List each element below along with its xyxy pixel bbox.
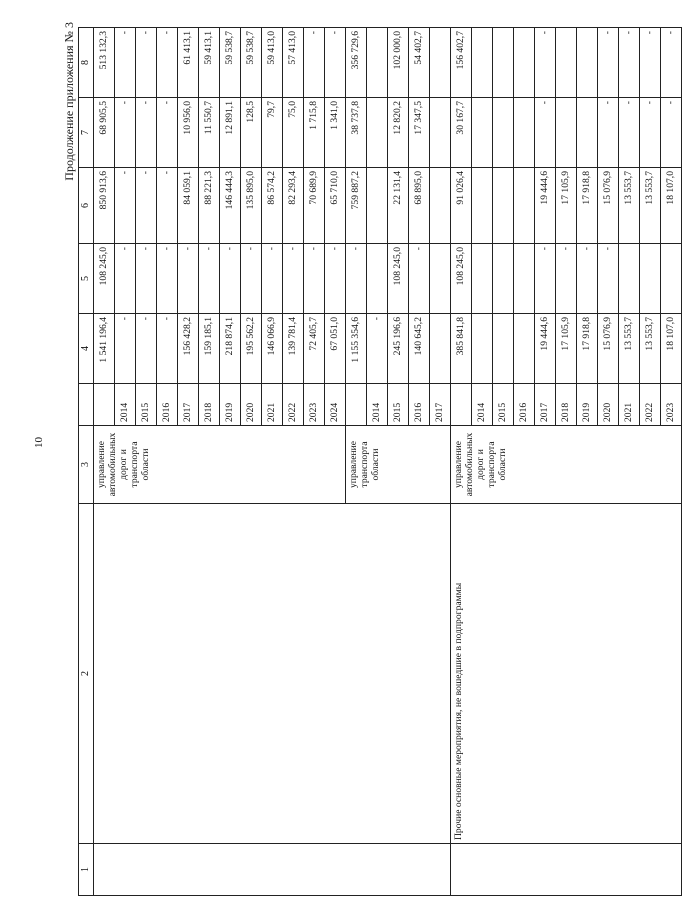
cell-value: [472, 28, 493, 98]
cell-value: 11 550,7: [199, 98, 220, 168]
cell-value: -: [598, 28, 619, 98]
cell-value: 68 905,5: [94, 98, 115, 168]
cell-year: 2020: [241, 384, 262, 426]
cell-value: 12 891,1: [220, 98, 241, 168]
cell-value: 385 841,8: [451, 314, 472, 384]
cell-value: [367, 28, 388, 98]
cell-value: 18 107,0: [661, 168, 682, 244]
cell-value: 146 444,3: [220, 168, 241, 244]
cell-value: 10 956,0: [178, 98, 199, 168]
cell-value: 17 347,5: [409, 98, 430, 168]
appendix-title: Продолжение приложения № 3: [62, 22, 76, 181]
cell-value: [472, 314, 493, 384]
cell-value: 1 341,0: [325, 98, 346, 168]
cell-year: 2017: [178, 384, 199, 426]
column-header: 3: [79, 426, 94, 504]
cell-value: -: [136, 314, 157, 384]
cell-value: [493, 168, 514, 244]
cell-value: 102 000,0: [388, 28, 409, 98]
cell-year: 2023: [304, 384, 325, 426]
cell-year: 2022: [640, 384, 661, 426]
cell-value: -: [619, 28, 640, 98]
cell-year: 2015: [493, 384, 514, 426]
cell-value: 1 715,8: [304, 98, 325, 168]
cell-year: 2020: [598, 384, 619, 426]
cell-value: 86 574,2: [262, 168, 283, 244]
cell-value: 195 562,2: [241, 314, 262, 384]
cell-value: -: [640, 28, 661, 98]
table-row: [451, 28, 472, 896]
column-header: 8: [79, 28, 94, 98]
cell-value: [430, 98, 451, 168]
cell-value: 759 887,2: [346, 168, 367, 244]
cell-value: [430, 168, 451, 244]
cell-value: -: [262, 244, 283, 314]
cell-value: -: [136, 244, 157, 314]
cell-year: 2014: [367, 384, 388, 426]
cell-value: -: [157, 244, 178, 314]
cell-value: 19 444,6: [535, 314, 556, 384]
cell-value: 850 913,6: [94, 168, 115, 244]
cell-year: 2014: [472, 384, 493, 426]
cell-value: -: [136, 98, 157, 168]
cell-value: 17 918,8: [577, 168, 598, 244]
cell-value: -: [535, 98, 556, 168]
cell-value: [556, 98, 577, 168]
cell-value: 245 196,6: [388, 314, 409, 384]
column-header-row: [79, 28, 94, 896]
cell-value: 135 895,0: [241, 168, 262, 244]
cell-value: [619, 244, 640, 314]
cell-year: 2015: [136, 384, 157, 426]
cell-value: [472, 244, 493, 314]
cell-value: -: [136, 168, 157, 244]
cell-value: -: [115, 28, 136, 98]
cell-value: -: [556, 244, 577, 314]
cell-number: [451, 844, 682, 896]
column-header: [79, 384, 94, 426]
cell-value: 65 710,0: [325, 168, 346, 244]
cell-year: 2016: [514, 384, 535, 426]
cell-value: -: [598, 98, 619, 168]
cell-value: 59 413,0: [262, 28, 283, 98]
page-number: 10: [33, 437, 45, 448]
cell-value: 13 553,7: [640, 168, 661, 244]
cell-value: [514, 168, 535, 244]
cell-value: -: [157, 28, 178, 98]
cell-value: -: [157, 168, 178, 244]
cell-value: [640, 244, 661, 314]
cell-value: 12 820,2: [388, 98, 409, 168]
cell-year: 2023: [661, 384, 682, 426]
cell-value: 19 444,6: [535, 168, 556, 244]
cell-value: -: [325, 244, 346, 314]
cell-value: 59 538,7: [220, 28, 241, 98]
cell-year: 2015: [388, 384, 409, 426]
cell-value: 91 026,4: [451, 168, 472, 244]
cell-value: 59 413,1: [199, 28, 220, 98]
cell-year: 2019: [577, 384, 598, 426]
cell-value: -: [535, 244, 556, 314]
cell-value: 356 729,6: [346, 28, 367, 98]
cell-year: [346, 384, 367, 426]
cell-value: [367, 168, 388, 244]
cell-value: 75,0: [283, 98, 304, 168]
cell-value: [430, 28, 451, 98]
cell-value: -: [115, 98, 136, 168]
cell-value: 15 076,9: [598, 314, 619, 384]
cell-value: 159 185,1: [199, 314, 220, 384]
cell-value: 139 781,4: [283, 314, 304, 384]
cell-year: 2022: [283, 384, 304, 426]
cell-value: [493, 28, 514, 98]
financing-table: [78, 27, 682, 896]
cell-value: [430, 244, 451, 314]
cell-value: -: [409, 244, 430, 314]
cell-value: -: [661, 28, 682, 98]
cell-year: [94, 384, 115, 426]
cell-value: -: [325, 28, 346, 98]
cell-value: [661, 244, 682, 314]
cell-value: [514, 98, 535, 168]
cell-value: 17 105,9: [556, 314, 577, 384]
cell-value: -: [535, 28, 556, 98]
cell-value: 1 155 354,6: [346, 314, 367, 384]
cell-value: 13 553,7: [640, 314, 661, 384]
cell-year: 2021: [619, 384, 640, 426]
cell-value: 17 918,8: [577, 314, 598, 384]
cell-value: -: [115, 168, 136, 244]
cell-value: 70 689,9: [304, 168, 325, 244]
cell-value: [556, 28, 577, 98]
cell-value: -: [619, 98, 640, 168]
cell-value: 1 541 196,4: [94, 314, 115, 384]
table-row: [94, 28, 115, 896]
cell-value: 108 245,0: [94, 244, 115, 314]
cell-value: [493, 314, 514, 384]
cell-value: 108 245,0: [451, 244, 472, 314]
column-header: 6: [79, 168, 94, 244]
cell-value: -: [661, 98, 682, 168]
cell-value: -: [220, 244, 241, 314]
cell-value: -: [598, 244, 619, 314]
cell-year: 2017: [430, 384, 451, 426]
cell-executor: управление автомобильных дорог и транспорта области: [94, 426, 346, 504]
cell-year: 2016: [157, 384, 178, 426]
cell-value: 84 059,1: [178, 168, 199, 244]
column-header: 2: [79, 504, 94, 844]
column-header: 1: [79, 844, 94, 896]
cell-value: 67 051,0: [325, 314, 346, 384]
cell-value: 13 553,7: [619, 314, 640, 384]
cell-value: 156 402,7: [451, 28, 472, 98]
cell-value: 18 107,0: [661, 314, 682, 384]
cell-value: 79,7: [262, 98, 283, 168]
cell-value: 57 413,0: [283, 28, 304, 98]
cell-value: -: [241, 244, 262, 314]
cell-executor: управление автомобильных дорог и транспорта области: [451, 426, 682, 504]
cell-measure: Прочие основные мероприятия, не вошедшие в подпрограммы: [451, 504, 682, 844]
cell-value: -: [199, 244, 220, 314]
cell-year: 2021: [262, 384, 283, 426]
cell-value: 108 245,0: [388, 244, 409, 314]
cell-value: 218 874,1: [220, 314, 241, 384]
cell-value: -: [115, 314, 136, 384]
cell-value: -: [283, 244, 304, 314]
cell-value: 156 428,2: [178, 314, 199, 384]
cell-value: 38 737,8: [346, 98, 367, 168]
cell-value: 146 066,9: [262, 314, 283, 384]
cell-value: [577, 98, 598, 168]
cell-value: -: [157, 314, 178, 384]
cell-value: 513 132,3: [94, 28, 115, 98]
cell-value: -: [640, 98, 661, 168]
cell-executor: управление транспорта области: [346, 426, 451, 504]
cell-year: 2017: [535, 384, 556, 426]
cell-value: 59 538,7: [241, 28, 262, 98]
cell-value: [472, 98, 493, 168]
cell-value: [514, 28, 535, 98]
cell-year: 2016: [409, 384, 430, 426]
cell-number: [94, 844, 451, 896]
cell-value: -: [367, 314, 388, 384]
cell-value: 54 402,7: [409, 28, 430, 98]
cell-value: -: [178, 244, 199, 314]
cell-value: 22 131,4: [388, 168, 409, 244]
cell-value: 68 895,0: [409, 168, 430, 244]
cell-value: -: [157, 98, 178, 168]
cell-year: 2018: [199, 384, 220, 426]
cell-measure: [94, 504, 451, 844]
cell-value: 13 553,7: [619, 168, 640, 244]
cell-year: 2014: [115, 384, 136, 426]
cell-value: 61 413,1: [178, 28, 199, 98]
cell-year: 2019: [220, 384, 241, 426]
rotated-sheet: [62, 16, 676, 896]
cell-value: [367, 98, 388, 168]
column-header: 7: [79, 98, 94, 168]
cell-value: 128,5: [241, 98, 262, 168]
cell-value: -: [346, 244, 367, 314]
cell-value: 88 221,3: [199, 168, 220, 244]
cell-value: -: [115, 244, 136, 314]
column-header: 4: [79, 314, 94, 384]
cell-value: [472, 168, 493, 244]
cell-value: -: [304, 244, 325, 314]
cell-year: 2018: [556, 384, 577, 426]
column-header: 5: [79, 244, 94, 314]
cell-value: 17 105,9: [556, 168, 577, 244]
cell-value: [367, 244, 388, 314]
cell-value: -: [304, 28, 325, 98]
cell-value: [493, 244, 514, 314]
cell-value: -: [136, 28, 157, 98]
cell-value: [577, 28, 598, 98]
cell-year: [451, 384, 472, 426]
cell-value: [514, 244, 535, 314]
cell-value: 15 076,9: [598, 168, 619, 244]
cell-value: 140 645,2: [409, 314, 430, 384]
cell-value: 30 167,7: [451, 98, 472, 168]
cell-value: 82 293,4: [283, 168, 304, 244]
cell-value: [430, 314, 451, 384]
cell-value: -: [577, 244, 598, 314]
cell-value: [514, 314, 535, 384]
cell-value: [493, 98, 514, 168]
cell-value: 72 405,7: [304, 314, 325, 384]
cell-year: 2024: [325, 384, 346, 426]
